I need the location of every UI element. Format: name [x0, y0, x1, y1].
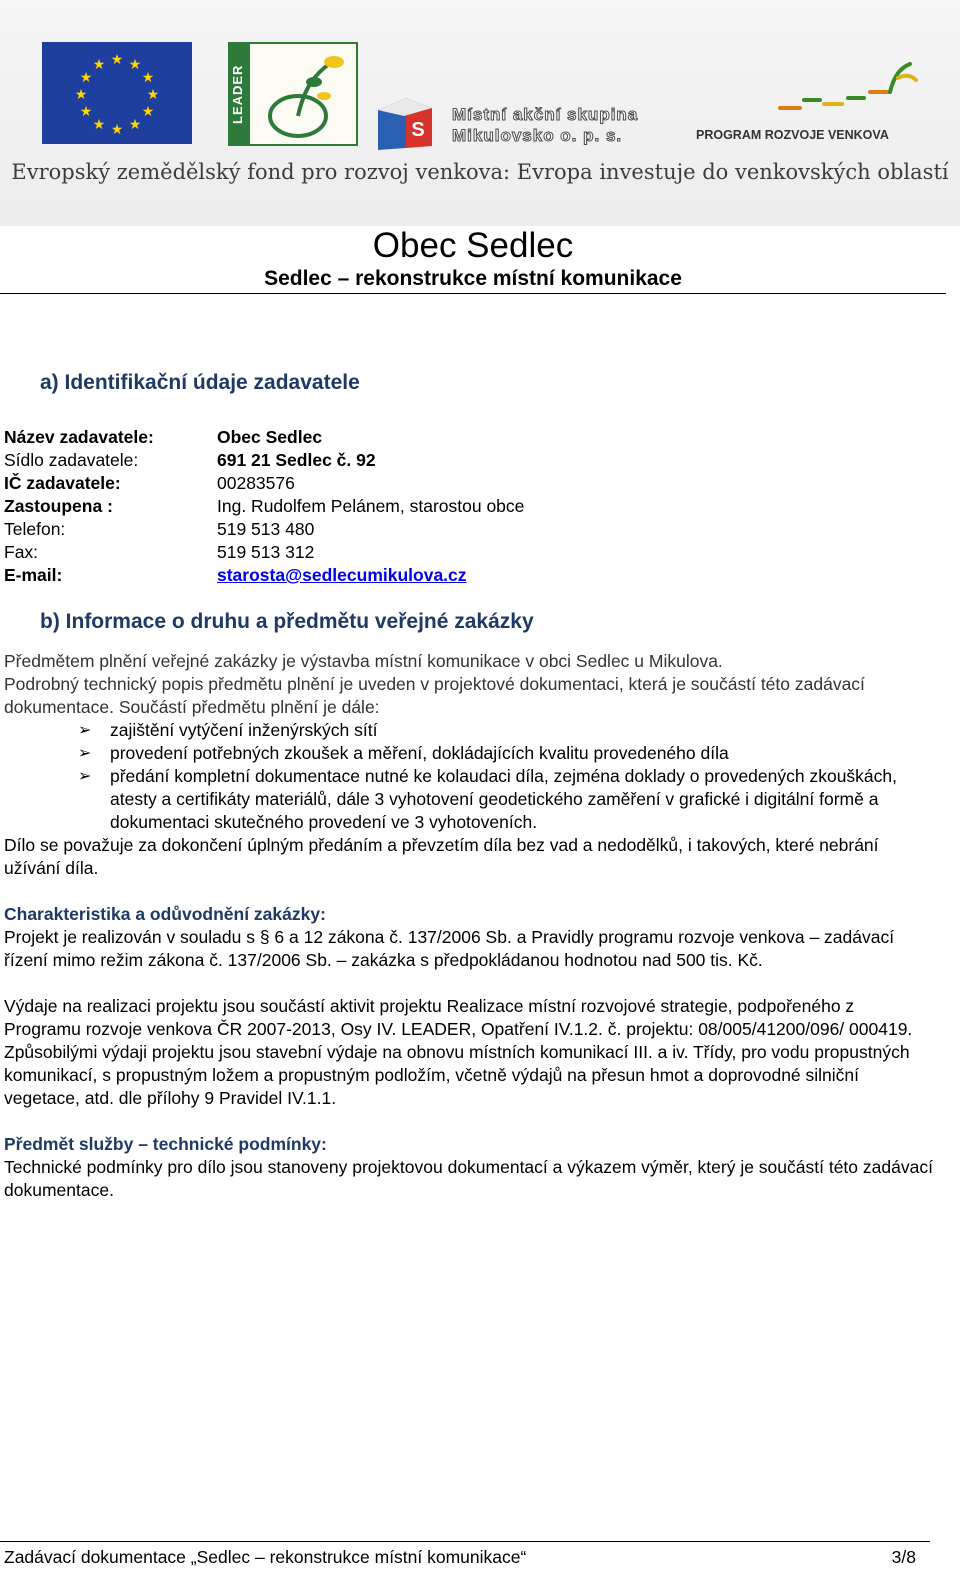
arrow-bullet-icon: ➢: [78, 768, 92, 785]
svg-text:★: ★: [141, 70, 155, 86]
page-footer: [4, 1546, 916, 1568]
table-row: [4, 541, 524, 564]
row-value: 00283576: [217, 473, 295, 493]
page-header: [0, 226, 946, 292]
list-item-text: předání kompletní dokumentace nutné ke kolaudaci díla, zejména doklady o provedených zkouškách, atesty a certifikáty materiálů, dále 3 vyhotovení geodetického zaměření v grafické i digitální formě a dokumentaci skutečného provedení ve 3 vyhotoveních.: [110, 766, 898, 832]
svg-text:★: ★: [74, 87, 88, 103]
svg-text:★: ★: [146, 87, 160, 103]
characteristics-heading: Charakteristika a odůvodnění zakázky:: [4, 904, 326, 924]
page-number: 3/8: [891, 1547, 916, 1567]
paragraph: Předmětem plnění veřejné zakázky je výstavba místní komunikace v obci Sedlec u Mikulova.: [4, 651, 723, 671]
svg-text:S: S: [411, 119, 425, 141]
list-item: [4, 719, 934, 742]
paragraph: Způsobilými výdaji projektu jsou stavební výdaje na obnovu místních komunikací III. a iv. Třídy, pro vodu propustných komunikací, s propustným ložem a propustným podložím, včetně výdajů na přesun hmot a doprovodné silniční vegetace, atd. dle přílohy 9 Pravidel IV.1.1.: [4, 1042, 910, 1108]
page-title: Obec Sedlec: [372, 226, 574, 265]
table-row: [4, 518, 524, 541]
svg-text:★: ★: [92, 57, 106, 73]
document-body: [4, 370, 934, 1202]
page-subtitle: Sedlec – rekonstrukce místní komunikace: [264, 267, 682, 290]
paragraph-text: Projekt je realizován v souladu s: [4, 927, 260, 947]
prv-name: PROGRAM ROZVOJE VENKOVA: [696, 128, 889, 142]
table-row: [4, 495, 524, 518]
email-link[interactable]: starosta@sedlecumikulova.cz: [217, 565, 467, 585]
row-value: 691 21 Sedlec č. 92: [217, 450, 376, 470]
row-value: [217, 564, 524, 587]
list-item-text: zajištění vytýčení inženýrských sítí: [110, 720, 378, 740]
svg-text:★: ★: [128, 117, 142, 133]
row-label: IČ zadavatele:: [4, 473, 121, 493]
list-item: [4, 742, 934, 765]
section-b-heading: b) Informace o druhu a předmětu veřejné zakázky: [40, 610, 534, 633]
paragraph: Dílo se považuje za dokončení úplným předáním a převzetím díla bez vad a nedodělků, i takových, které nebrání užívání díla.: [4, 835, 879, 878]
footer-text: Zadávací dokumentace „Sedlec – rekonstrukce místní komunikace“: [4, 1547, 527, 1567]
arrow-bullet-icon: ➢: [78, 722, 92, 739]
bullet-list: [4, 719, 934, 834]
paragraph: [4, 926, 934, 972]
funding-banner: [0, 0, 960, 226]
svg-text:★: ★: [79, 104, 93, 120]
paragraph-text: 6 a 12 zákona č. 137/2006 Sb. a Pravidly programu rozvoje venkova – zadávací řízení mimo režim zákona č. 137/2006 Sb. – zakázka s předpokládanou hodnotou nad 500 tis. Kč.: [4, 927, 895, 970]
service-heading: Předmět služby – technické podmínky:: [4, 1134, 327, 1154]
paragraph: [4, 673, 934, 719]
row-value: 519 513 480: [217, 519, 315, 539]
table-row: [4, 472, 524, 495]
paragraph: Výdaje na realizaci projektu jsou součástí aktivit projektu Realizace místní rozvojové strategie, podpořeného z Programu rozvoje venkova ČR 2007-2013, Osy IV. LEADER, Opatření IV.1.2. č. projektu: 08/005/41200/096/ 000419.: [4, 996, 913, 1039]
leader-logo: [228, 42, 358, 146]
svg-text:★: ★: [141, 104, 155, 120]
paragraph-text: Podrobný technický popis předmětu plnění je uveden v projektové dokumentaci, která je součástí této zadávací dokumentace.: [4, 674, 865, 717]
leader-wordmark: LEADER: [230, 64, 245, 124]
header-divider: [0, 293, 946, 294]
row-value: Ing. Rudolfem Pelánem, starostou obce: [217, 496, 525, 516]
identification-table: [4, 426, 524, 587]
paragraph: Technické podmínky pro dílo jsou stanoveny projektovou dokumentací a výkazem výměr, který je součástí této zadávací dokumentace.: [4, 1157, 933, 1200]
svg-text:★: ★: [128, 57, 142, 73]
mas-cube-icon: [372, 90, 438, 156]
banner-caption: Evropský zemědělský fond pro rozvoj venkova: Evropa investuje do venkovských oblastí: [11, 160, 949, 184]
list-item: [4, 765, 934, 834]
table-row: [4, 426, 524, 449]
mas-name-line1: Místní akční skupina: [452, 105, 639, 124]
table-row: [4, 564, 524, 587]
row-label: Telefon:: [4, 519, 66, 539]
row-label: Zastoupena :: [4, 496, 113, 516]
arrow-bullet-icon: ➢: [78, 745, 92, 762]
row-value: 519 513 312: [217, 542, 315, 562]
eu-flag-icon: [42, 42, 192, 144]
prv-sprouts-icon: [770, 58, 920, 118]
row-label: E-mail:: [4, 565, 63, 585]
svg-text:★: ★: [110, 122, 124, 138]
svg-text:★: ★: [110, 52, 124, 68]
mas-name: [452, 104, 638, 146]
paragraph-text: Součástí předmětu plnění je dále:: [118, 697, 380, 717]
row-label: Sídlo zadavatele:: [4, 450, 139, 470]
footer-divider: [0, 1541, 930, 1542]
row-label: Název zadavatele:: [4, 427, 154, 447]
row-value: Obec Sedlec: [217, 427, 323, 447]
row-label: Fax:: [4, 542, 39, 562]
svg-text:★: ★: [92, 117, 106, 133]
svg-text:★: ★: [79, 70, 93, 86]
section-a-heading: a) Identifikační údaje zadavatele: [40, 371, 360, 394]
list-item-text: provedení potřebných zkoušek a měření, dokládajících kvalitu provedeného díla: [110, 743, 729, 763]
table-row: [4, 449, 524, 472]
section-symbol: §: [259, 927, 270, 947]
mas-name-line2: Mikulovsko o. p. s.: [452, 126, 623, 145]
sprout-icon: [252, 44, 358, 144]
